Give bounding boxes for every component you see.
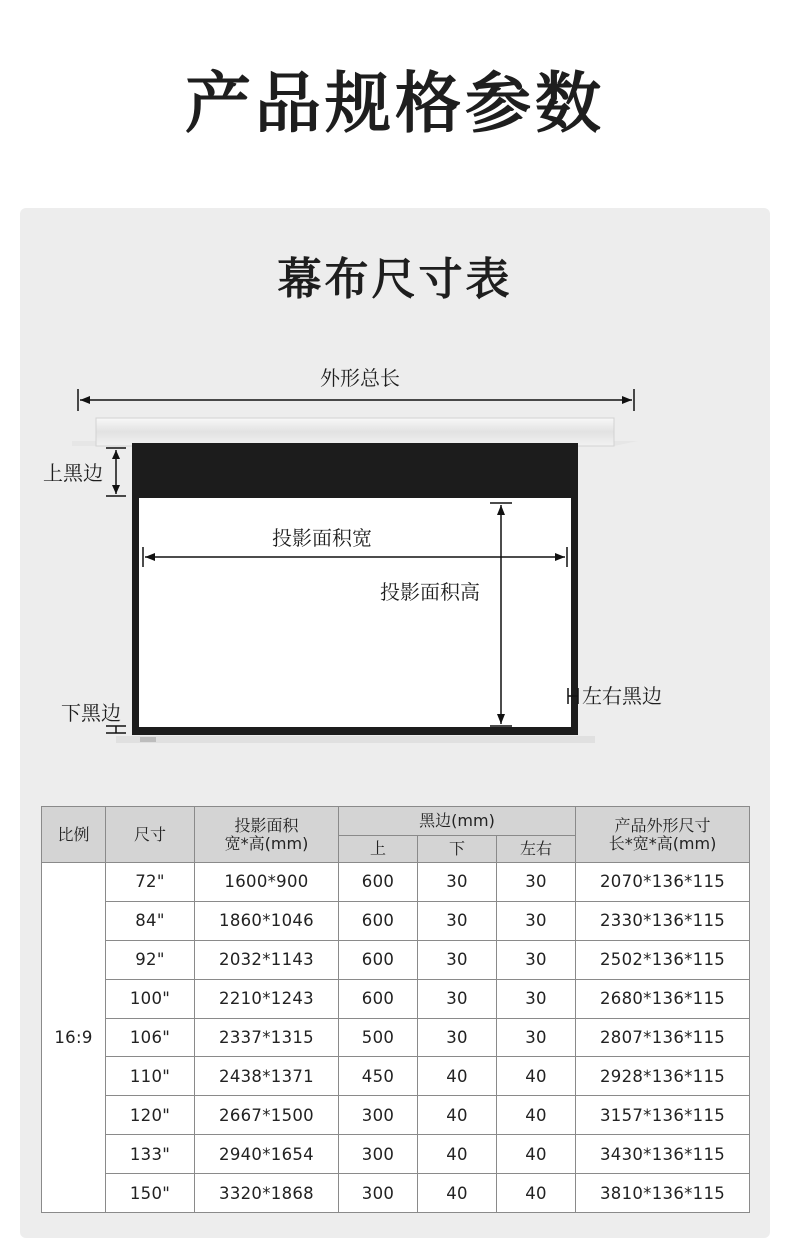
table-row (42, 940, 750, 979)
area-cell: 2940*1654 (195, 1135, 339, 1174)
ratio-cell: 16:9 (42, 863, 106, 1213)
top-border-label: 上黑边 (43, 461, 103, 485)
dims-cell: 2807*136*115 (576, 1018, 750, 1057)
bottom-border-cell: 30 (418, 979, 497, 1018)
top-border-cell: 300 (339, 1096, 418, 1135)
table-row (42, 1174, 750, 1213)
top-border-cell: 600 (339, 979, 418, 1018)
top-border-cell: 600 (339, 940, 418, 979)
bottom-border-cell: 30 (418, 1018, 497, 1057)
projection-width-label: 投影面积宽 (272, 526, 372, 550)
section-title: 幕布尺寸表 (277, 254, 513, 305)
header-border-side: 左右 (497, 836, 576, 863)
dims-cell: 2928*136*115 (576, 1057, 750, 1096)
table-row (42, 901, 750, 940)
area-cell: 3320*1868 (195, 1174, 339, 1213)
dims-cell: 2680*136*115 (576, 979, 750, 1018)
header-dims (576, 807, 750, 863)
table-row (42, 1135, 750, 1174)
header-area (195, 807, 339, 863)
top-border-cell: 500 (339, 1018, 418, 1057)
table-row (42, 1018, 750, 1057)
header-border-top: 上 (339, 836, 418, 863)
page-title: 产品规格参数 (185, 65, 605, 142)
size-cell: 92" (106, 940, 195, 979)
size-table (41, 806, 750, 1213)
side-border-label: 左右黑边 (582, 684, 662, 708)
side-border-cell: 40 (497, 1096, 576, 1135)
side-border-cell: 40 (497, 1135, 576, 1174)
dims-cell: 3430*136*115 (576, 1135, 750, 1174)
header-border-bottom: 下 (418, 836, 497, 863)
size-cell: 84" (106, 901, 195, 940)
table-row (42, 863, 750, 902)
side-border-cell: 40 (497, 1057, 576, 1096)
overall-length-line (78, 389, 634, 411)
size-cell: 150" (106, 1174, 195, 1213)
bottom-border-cell: 40 (418, 1135, 497, 1174)
bottom-border-cell: 40 (418, 1057, 497, 1096)
header-dims-line2: 长*宽*高(mm) (608, 833, 717, 853)
overall-length-label: 外形总长 (320, 366, 400, 390)
header-ratio: 比例 (42, 807, 106, 863)
screen-housing (72, 418, 638, 446)
bottom-border-marker (106, 726, 126, 733)
dims-cell: 2330*136*115 (576, 901, 750, 940)
header-size: 尺寸 (106, 807, 195, 863)
bottom-border-label: 下黑边 (61, 701, 121, 725)
top-border-cell: 300 (339, 1135, 418, 1174)
bottom-border-cell: 30 (418, 940, 497, 979)
area-cell: 2032*1143 (195, 940, 339, 979)
top-border-cell: 600 (339, 901, 418, 940)
size-cell: 106" (106, 1018, 195, 1057)
side-border-cell: 40 (497, 1174, 576, 1213)
header-dims-line1: 产品外形尺寸 (614, 815, 711, 835)
area-cell: 2667*1500 (195, 1096, 339, 1135)
bottom-border-cell: 30 (418, 863, 497, 902)
top-border-cell: 450 (339, 1057, 418, 1096)
projection-height-label: 投影面积高 (380, 580, 480, 604)
header-area-line2: 宽*高(mm) (224, 833, 309, 853)
top-border-cell: 300 (339, 1174, 418, 1213)
dims-cell: 2070*136*115 (576, 863, 750, 902)
table-row (42, 1057, 750, 1096)
bottom-border-cell: 40 (418, 1096, 497, 1135)
top-border-cell: 600 (339, 863, 418, 902)
side-border-cell: 30 (497, 901, 576, 940)
size-cell: 110" (106, 1057, 195, 1096)
area-cell: 1600*900 (195, 863, 339, 902)
side-border-cell: 30 (497, 979, 576, 1018)
dims-cell: 3810*136*115 (576, 1174, 750, 1213)
size-cell: 120" (106, 1096, 195, 1135)
top-border-marker (106, 448, 126, 496)
bottom-border-cell: 30 (418, 901, 497, 940)
size-cell: 133" (106, 1135, 195, 1174)
header-border: 黑边(mm) (339, 807, 576, 836)
size-cell: 72" (106, 863, 195, 902)
dims-cell: 2502*136*115 (576, 940, 750, 979)
bottom-border-cell: 40 (418, 1174, 497, 1213)
size-cell: 100" (106, 979, 195, 1018)
area-cell: 2210*1243 (195, 979, 339, 1018)
table-row (42, 1096, 750, 1135)
area-cell: 2438*1371 (195, 1057, 339, 1096)
side-border-cell: 30 (497, 863, 576, 902)
bottom-bar (116, 736, 595, 743)
dims-cell: 3157*136*115 (576, 1096, 750, 1135)
side-border-cell: 30 (497, 940, 576, 979)
header-area-line1: 投影面积 (234, 815, 299, 835)
area-cell: 1860*1046 (195, 901, 339, 940)
area-cell: 2337*1315 (195, 1018, 339, 1057)
side-border-cell: 30 (497, 1018, 576, 1057)
table-row (42, 979, 750, 1018)
